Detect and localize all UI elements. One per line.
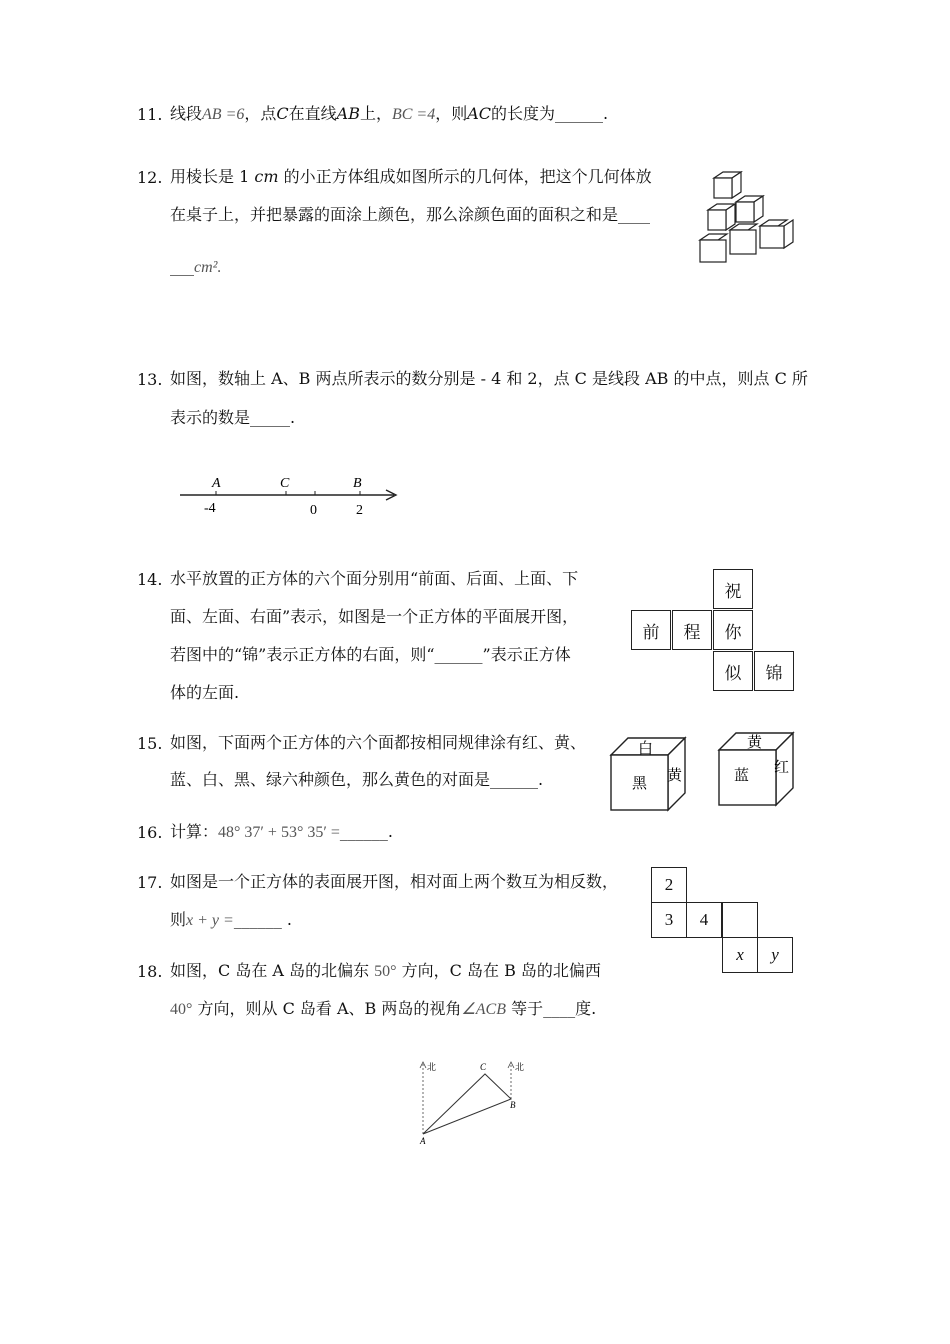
cube2-side-label: 红 (774, 760, 790, 776)
color-cube-2 (716, 730, 796, 808)
net-face-zhu: 祝 (713, 569, 753, 609)
point-c-label: C (280, 476, 290, 491)
q11-number: 11. (137, 105, 163, 124)
q15-line-1: 如图，下面两个正方体的六个面都按相同规律涂有红、黄、 (170, 733, 587, 752)
cube1-front-label: 黑 (632, 776, 648, 792)
net17-face-blank (722, 902, 758, 938)
tick-2: 2 (356, 503, 363, 518)
q17-line-2: 则x + y =______ . (170, 910, 292, 929)
north-label-b: 北 (515, 1062, 525, 1072)
bearing-figure (412, 1058, 532, 1148)
q16-text: 计算：48° 37′ + 53° 35′ =______. (170, 822, 393, 841)
stacked-cubes-figure (696, 170, 796, 265)
tick-minus-4: -4 (204, 501, 216, 516)
q17-line-1: 如图是一个正方体的表面展开图，相对面上两个数互为相反数， (170, 872, 619, 891)
cube2-front-label: 蓝 (734, 768, 750, 784)
point-a-label: A (212, 476, 221, 491)
q15-number: 15. (137, 734, 163, 753)
point-b-label: B (353, 476, 362, 491)
net-face-qian: 前 (631, 610, 671, 650)
net-face-jin: 锦 (754, 651, 794, 691)
point-c-label: C (480, 1062, 487, 1072)
q12-line-2: 在桌子上，并把暴露的面涂上颜色，那么涂颜色面的面积之和是____ (170, 205, 651, 224)
q12-line-3: ___cm². (170, 257, 222, 276)
net17-face-y: y (757, 937, 793, 973)
q18-line-1: 如图，C 岛在 A 岛的北偏东 50° 方向，C 岛在 B 岛的北偏西 (170, 961, 601, 980)
q14-line-3: 若图中的“锦”表示正方体的右面，则“______”表示正方体 (170, 645, 571, 664)
north-label-a: 北 (427, 1062, 437, 1072)
tick-0: 0 (310, 503, 317, 518)
q18-line-2: 40° 方向，则从 C 岛看 A、B 两岛的视角∠ACB 等于____度. (170, 999, 597, 1018)
q13-line-1: 如图，数轴上 A、B 两点所表示的数分别是 - 4 和 2，点 C 是线段 AB 的中点，则点 C 所 (170, 369, 808, 388)
q18-number: 18. (137, 962, 163, 981)
q13-line-2: 表示的数是_____. (170, 408, 296, 427)
cube2-top-label: 黄 (747, 735, 763, 751)
q15-line-2: 蓝、白、黑、绿六种颜色，那么黄色的对面是______. (170, 770, 544, 789)
q11-text: 线段AB =6，点C在直线AB上，BC =4，则AC的长度为______. (170, 104, 609, 123)
point-b-label: B (510, 1100, 516, 1110)
q12-number: 12. (137, 168, 163, 187)
net17-face-2: 2 (651, 867, 687, 903)
net-face-si: 似 (713, 651, 753, 691)
cube1-side-label: 黄 (667, 768, 683, 784)
net-face-cheng: 程 (672, 610, 712, 650)
net-face-ni: 你 (713, 610, 753, 650)
q14-line-1: 水平放置的正方体的六个面分别用“前面、后面、上面、下 (170, 569, 579, 588)
number-line (176, 470, 406, 520)
q14-line-4: 体的左面. (170, 683, 240, 702)
q14-number: 14. (137, 570, 163, 589)
color-cube-1 (608, 735, 688, 813)
q12-line-1: 用棱长是 1 cm 的小正方体组成如图所示的几何体，把这个几何体放 (170, 167, 652, 186)
point-a-label: A (420, 1136, 426, 1146)
net17-face-x: x (722, 937, 758, 973)
q14-line-2: 面、左面、右面”表示，如图是一个正方体的平面展开图， (170, 607, 579, 626)
q16-number: 16. (137, 823, 163, 842)
net17-face-3: 3 (651, 902, 687, 938)
q13-number: 13. (137, 370, 163, 389)
net17-face-4: 4 (686, 902, 722, 938)
q17-number: 17. (137, 873, 163, 892)
cube1-top-label: 白 (638, 741, 654, 757)
